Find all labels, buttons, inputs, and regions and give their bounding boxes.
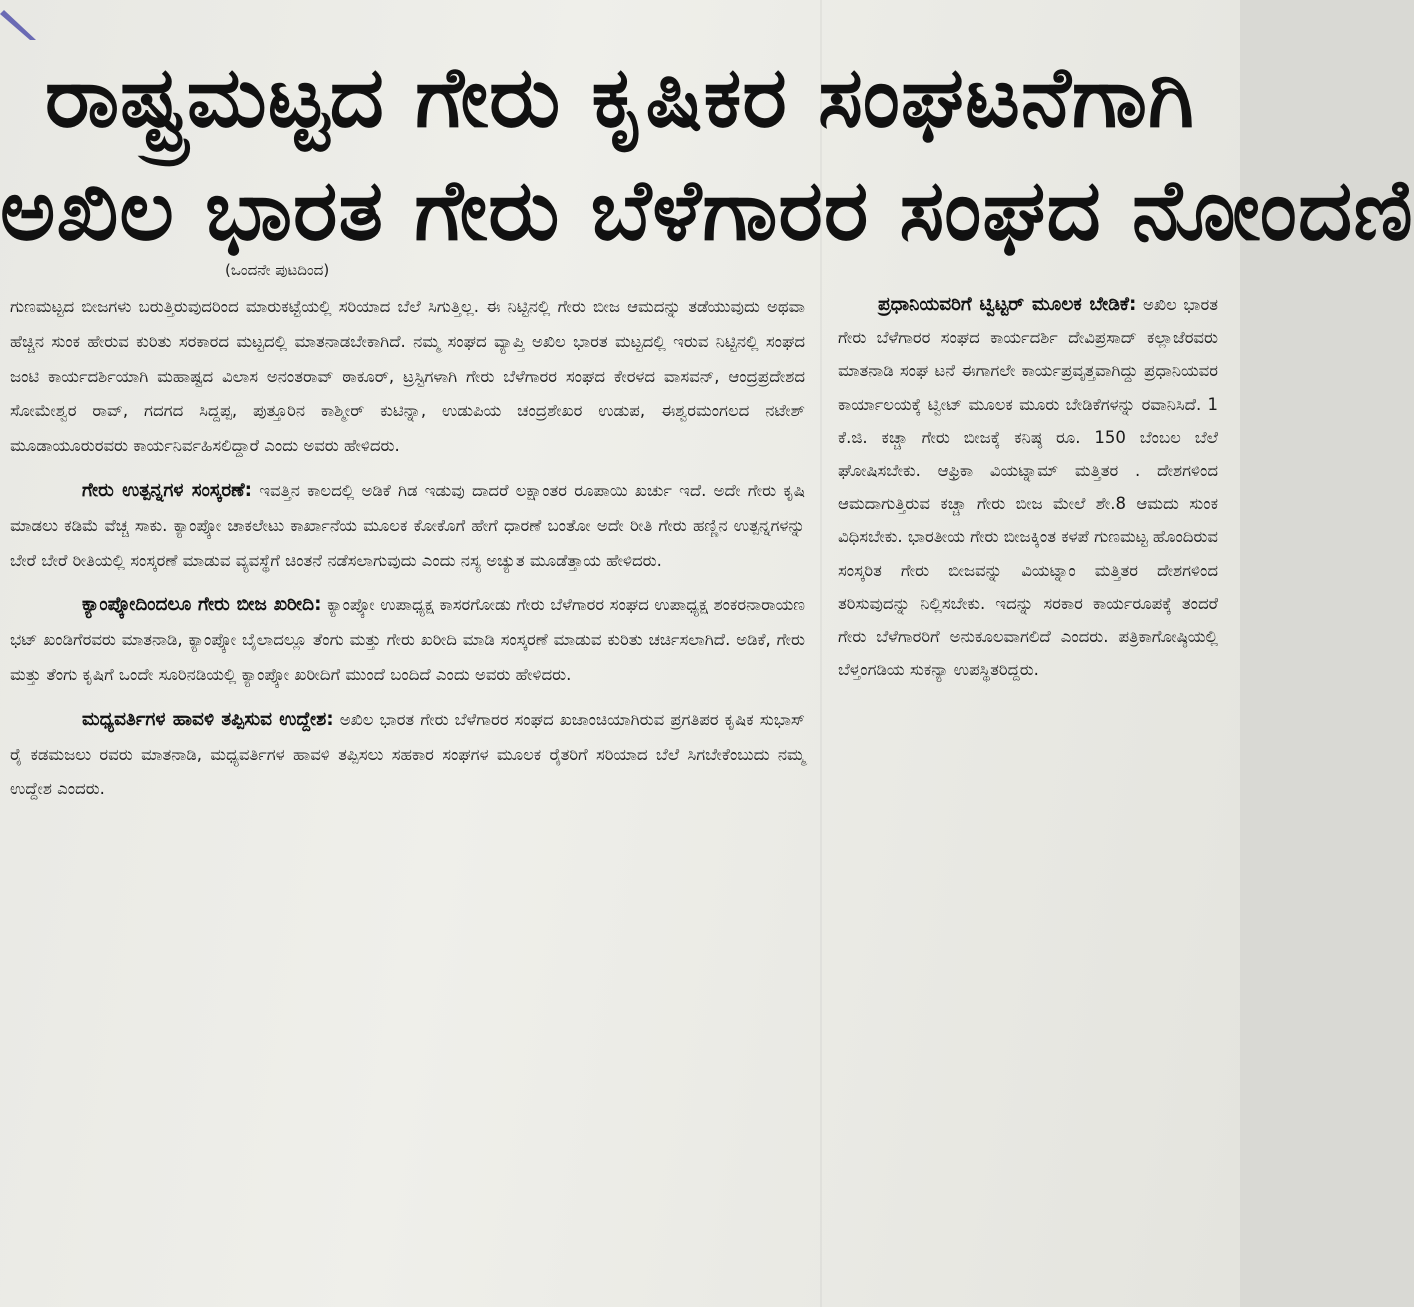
section-campco-body: ಕ್ಯಾಂಪ್ಕೋ ಉಪಾಧ್ಯಕ್ಷ ಕಾಸರಗೋಡು ಗೇರು ಬೆಳೆಗಾರರ ಸಂಘದ ಉಪಾಧ್ಯಕ್ಷ ಶಂಕರನಾರಾಯಣ ಭಟ್ ಖಂಡಿಗೆರವರು ಮಾತನಾಡಿ, ಕ್ಯಾಂಪ್ಕೋ ಬೈಲಾದಲ್ಲೂ ತೆಂಗು ಮತ್ತು ಗೇರು ಖರೀದಿ ಮಾಡಿ ಸಂಸ್ಕರಣೆ ಮಾಡುವ ಕುರಿತು ಚರ್ಚಿಸಲಾಗಿದೆ. ಅಡಿಕೆ, ಗೇರು ಮತ್ತು ತೆಂಗು ಕೃಷಿಗೆ ಒಂದೇ ಸೂರಿನಡಿಯಲ್ಲಿ ಕ್ಯಾಂಪ್ಕೋ ಖರೀದಿಗೆ ಮುಂದೆ ಬಂದಿದೆ ಎಂದು ಅವರು ಹೇಳಿದರು.: [10, 595, 805, 684]
continued-from-note: (ಒಂದನೇ ಪುಟದಿಂದ): [225, 261, 330, 279]
article-paragraph-1: ಗುಣಮಟ್ಟದ ಬೀಜಗಳು ಬರುತ್ತಿರುವುದರಿಂದ ಮಾರುಕಟ್ಟೆಯಲ್ಲಿ ಸರಿಯಾದ ಬೆಲೆ ಸಿಗುತ್ತಿಲ್ಲ. ಈ ನಿಟ್ಟಿನಲ್ಲಿ ಗೇರು ಬೀಜ ಆಮದನ್ನು ತಡೆಯುವುದು ಅಥವಾ ಹೆಚ್ಚಿನ ಸುಂಕ ಹೇರುವ ಕುರಿತು ಸರಕಾರದ ಮಟ್ಟದಲ್ಲಿ ಮಾತನಾಡಬೇಕಾಗಿದೆ. ನಮ್ಮ ಸಂಘದ ವ್ಯಾಪ್ತಿ ಅಖಿಲ ಭಾರತ ಮಟ್ಟದಲ್ಲಿ ಇರುವ ನಿಟ್ಟಿನಲ್ಲಿ ಸಂಘದ ಜಂಟಿ ಕಾರ್ಯದರ್ಶಿಯಾಗಿ ಮಹಾಷ್ಟದ ವಿಲಾಸ ಅನಂತರಾವ್ ಠಾಕೂರ್, ಟ್ರಸ್ಟಿಗಳಾಗಿ ಗೇರು ಬೆಳೆಗಾರರ ಸಂಘದ ಕೇರಳದ ವಾಸವನ್, ಆಂದ್ರಪ್ರದೇಶದ ಸೋಮೇಶ್ವರ ರಾವ್, ಗದಗದ ಸಿದ್ದಪ್ಪ, ಪುತ್ತೂರಿನ ಕಾಶ್ಮೀರ್ ಕುಟಿನ್ನಾ, ಉಡುಪಿಯ ಚಂದ್ರಶೇಖರ ಉಡುಪ, ಈಶ್ವರಮಂಗಲದ ನಟೇಶ್ ಮೂಡಾಯೂರುರವರು ಕಾರ್ಯನಿರ್ವಹಿಸಲಿದ್ದಾರೆ ಎಂದು ಅವರು ಹೇಳಿದರು.: [10, 297, 805, 456]
article-section-campco: [10, 588, 805, 692]
section-twitter-body: ಅಖಿಲ ಭಾರತ ಗೇರು ಬೆಳೆಗಾರರ ಸಂಘದ ಕಾರ್ಯದರ್ಶಿ ದೇವಿಪ್ರಸಾದ್ ಕಲ್ಲಾಜೆರವರು ಮಾತನಾಡಿ ಸಂಘ ಟನೆ ಈಗಾಗಲೇ ಕಾರ್ಯಪ್ರವೃತ್ತವಾಗಿದ್ದು ಪ್ರಧಾನಿಯವರ ಕಾರ್ಯಾಲಯಕ್ಕೆ ಟ್ವೀಟ್ ಮೂಲಕ ಮೂರು ಬೇಡಿಕೆಗಳನ್ನು ರವಾನಿಸಿದೆ. 1 ಕೆ.ಜಿ. ಕಚ್ಚಾ ಗೇರು ಬೀಜಕ್ಕೆ ಕನಿಷ್ಠ ರೂ. 150 ಬೆಂಬಲ ಬೆಲೆ ಘೋಷಿಸಬೇಕು. ಆಫ್ರಿಕಾ ವಿಯಟ್ನಾಮ್ ಮತ್ತಿತರ . ದೇಶಗಳಿಂದ ಆಮದಾಗುತ್ತಿರುವ ಕಚ್ಚಾ ಗೇರು ಬೀಜ ಮೇಲೆ ಶೇ.8 ಆಮದು ಸುಂಕ ವಿಧಿಸಬೇಕು. ಭಾರತೀಯ ಗೇರು ಬೀಜಕ್ಕಿಂತ ಕಳಪೆ ಗುಣಮಟ್ಟ ಹೊಂದಿರುವ ಸಂಸ್ಕರಿತ ಗೇರು ಬೀಜವನ್ನು ವಿಯಟ್ನಾಂ ಮತ್ತಿತರ ದೇಶಗಳಿಂದ ತರಿಸುವುದನ್ನು ನಿಲ್ಲಿಸಬೇಕು. ಇದನ್ನು ಸರಕಾರ ಕಾರ್ಯರೂಪಕ್ಕೆ ತಂದರೆ ಗೇರು ಬೆಳೆಗಾರರಿಗೆ ಅನುಕೂಲವಾಗಲಿದೆ ಎಂದರು. ಪತ್ರಿಕಾಗೋಷ್ಠಿಯಲ್ಲಿ ಬೆಳ್ತಂಗಡಿಯ ಸುಕನ್ಯಾ ಉಪಸ್ಥಿತರಿದ್ದರು.: [838, 295, 1219, 680]
section-processing-body: ಇವತ್ತಿನ ಕಾಲದಲ್ಲಿ ಅಡಿಕೆ ಗಿಡ ಇಡುವು ದಾದರೆ ಲಕ್ಷಾಂತರ ರೂಪಾಯಿ ಖರ್ಚು ಇದೆ. ಅದೇ ಗೇರು ಕೃಷಿ ಮಾಡಲು ಕಡಿಮೆ ವೆಚ್ಚ ಸಾಕು. ಕ್ಯಾಂಪ್ಕೋ ಚಾಕಲೇಟು ಕಾರ್ಖಾನೆಯ ಮೂಲಕ ಕೋಕೊಗೆ ಹೇಗೆ ಧಾರಣೆ ಬಂತೋ ಅದೇ ರೀತಿ ಗೇರು ಹಣ್ಣಿನ ಉತ್ಪನ್ನಗಳನ್ನು ಬೇರೆ ಬೇರೆ ರೀತಿಯಲ್ಲಿ ಸಂಸ್ಕರಣೆ ಮಾಡುವ ವ್ಯವಸ್ಥೆಗೆ ಚಿಂತನೆ ನಡೆಸಲಾಗುವುದು ಎಂದು ನಸ್ಯ ಅಚ್ಯುತ ಮೂಡೆತ್ತಾಯ ಹೇಳಿದರು.: [10, 480, 805, 570]
headline-line-2: ಅಖಿಲ ಭಾರತ ಗೇರು ಬೆಳೆಗಾರರ ಸಂಘದ ನೋಂದಣಿ: [0, 161, 1414, 259]
article-section-twitter: [838, 288, 1218, 686]
subheading-campco: ಕ್ಯಾಂಪ್ಕೋದಿಂದಲೂ ಗೇರು ಬೀಜ ಖರೀದಿ:: [82, 594, 322, 616]
article-right-column: [838, 288, 1218, 1298]
headline-line-1: ರಾಷ್ಟ್ರಮಟ್ಟದ ಗೇರು ಕೃಷಿಕರ ಸಂಘಟನೆಗಾಗಿ: [45, 48, 1195, 146]
article-section-processing: [10, 474, 805, 578]
section-middlemen-body: ಅಖಿಲ ಭಾರತ ಗೇರು ಬೆಳೆಗಾರರ ಸಂಘದ ಖಜಾಂಚಿಯಾಗಿರುವ ಪ್ರಗತಿಪರ ಕೃಷಿಕ ಸುಭಾಸ್ ರೈ ಕಡಮಜಲು ರವರು ಮಾತನಾಡಿ, ಮಧ್ಯವರ್ತಿಗಳ ಹಾವಳಿ ತಪ್ಪಿಸಲು ಸಹಕಾರ ಸಂಘಗಳ ಮೂಲಕ ರೈತರಿಗೆ ಸರಿಯಾದ ಬೆಲೆ ಸಿಗಬೇಕೆಂಬುದು ನಮ್ಮ ಉದ್ದೇಶ ಎಂದರು.: [10, 709, 805, 799]
article-section-middlemen: [10, 703, 805, 807]
pen-mark-icon: [0, 0, 40, 40]
article-left-column: [10, 290, 805, 1295]
subheading-twitter: ಪ್ರಧಾನಿಯವರಿಗೆ ಟ್ವಿಟ್ಟರ್ ಮೂಲಕ ಬೇಡಿಕೆ:: [878, 294, 1137, 315]
subheading-processing: ಗೇರು ಉತ್ಪನ್ನಗಳ ಸಂಸ್ಕರಣೆ:: [82, 479, 253, 501]
subheading-middlemen: ಮಧ್ಯವರ್ತಿಗಳ ಹಾವಳಿ ತಪ್ಪಿಸುವ ಉದ್ದೇಶ:: [82, 708, 334, 730]
